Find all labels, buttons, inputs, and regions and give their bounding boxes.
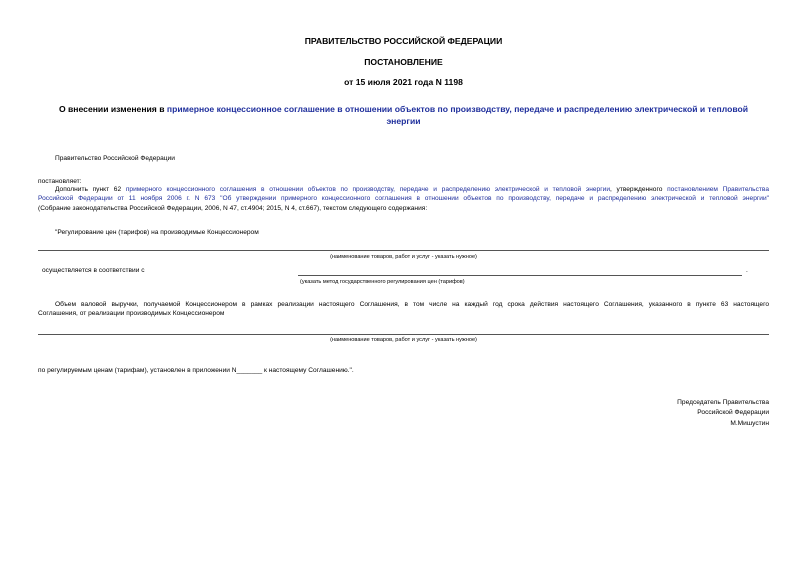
caption-goods-2: (наименование товаров, работ и услуг - указать нужное) <box>330 337 477 343</box>
document-type: ПОСТАНОВЛЕНИЕ <box>364 57 443 67</box>
blank-line-goods-1 <box>38 250 769 251</box>
blank-line-goods-2 <box>38 334 769 335</box>
paragraph-2 <box>38 300 769 319</box>
title-prefix: О внесении изменения в <box>58 104 167 114</box>
paragraph-2-line-1: Объем валовой выручки, получаемой Концессионером в рамках реализации настоящего Соглашения, в том числе на каждый год срока действия настоящего Соглашения, указанного в пункте 63 настоящего <box>55 301 769 308</box>
caption-method: (указать метод государственного регулирования цен (тарифов) <box>300 279 465 285</box>
signature-title: Председатель Правительства <box>677 399 769 406</box>
signature-name: М.Мишустин <box>730 419 769 427</box>
final-line: по регулируемым ценам (тарифам), установлен в приложении N_______ к настоящему Соглашению.". <box>38 367 354 374</box>
decree-word: постановляет: <box>38 178 82 185</box>
title-link-continued[interactable]: энергии <box>386 115 421 126</box>
paragraph-2-line-2: Соглашения, от реализации производимых Концессионером <box>38 310 225 318</box>
title-link[interactable]: примерное концессионное соглашение в отношении объектов по производству, передаче и распределению электрической и тепловой <box>166 104 749 114</box>
document-date-number: от 15 июля 2021 года N 1198 <box>344 77 463 87</box>
carried-out-text: осуществляется в соответствии с <box>42 267 145 274</box>
signature-org: Российской Федерации <box>697 409 769 417</box>
signature-block <box>677 398 769 429</box>
p1-link-decree-b[interactable]: Российской Федерации от 11 ноября 2006 г. N 673 "Об утверждении примерного концессионного соглашения в отношении объектов по производству, передаче и распределению электрической и тепловой энергии" <box>38 195 769 203</box>
paragraph-1-line-2 <box>38 194 769 203</box>
blank-line-method <box>298 275 742 276</box>
government-name: Правительство Российской Федерации <box>55 155 175 162</box>
period-mark: . <box>746 267 748 274</box>
p1-text-2: , утвержденного <box>610 186 668 193</box>
government-heading: ПРАВИТЕЛЬСТВО РОССИЙСКОЙ ФЕДЕРАЦИИ <box>304 36 503 46</box>
p1-link-decree-a[interactable]: постановлением Правительства <box>667 186 769 193</box>
caption-goods-1: (наименование товаров, работ и услуг - указать нужное) <box>330 254 477 260</box>
paragraph-1-line-1 <box>38 185 769 194</box>
p1-link-agreement[interactable]: примерного концессионного соглашения в отношении объектов по производству, передаче и распределению электрической и тепловой энергии <box>125 186 610 193</box>
quote-start: "Регулирование цен (тарифов) на производимые Концессионером <box>55 229 259 236</box>
p1-text-1: Дополнить пункт 62 <box>55 186 126 193</box>
paragraph-1-line-3: (Собрание законодательства Российской Федерации, 2006, N 47, ст.4904; 2015, N 4, ст.667), текстом следующего содержания: <box>38 204 428 212</box>
document-title <box>0 104 807 127</box>
paragraph-1 <box>38 185 769 213</box>
